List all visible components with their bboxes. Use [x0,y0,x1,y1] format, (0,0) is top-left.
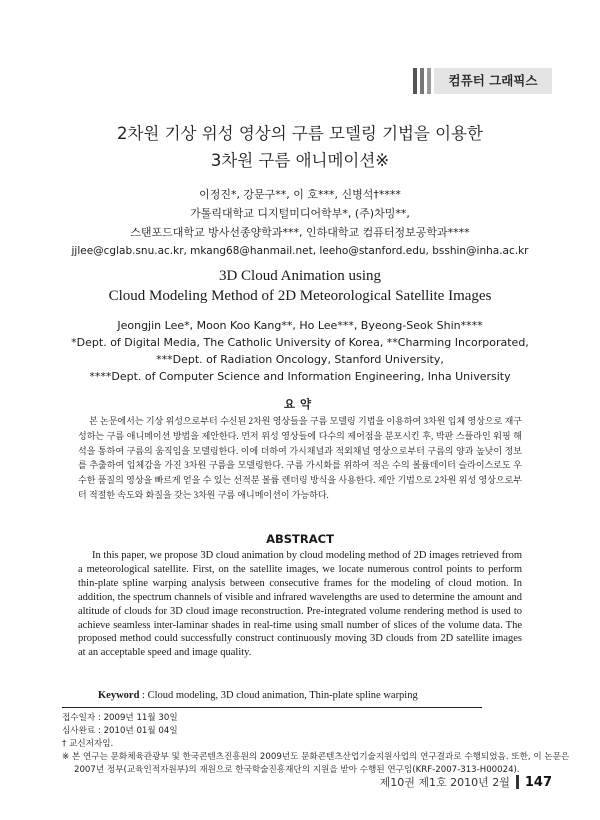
title-en-line2: Cloud Modeling Method of 2D Meteorological Satellite Images [108,288,492,304]
keywords [98,690,418,701]
author-names-ko: 이정진*, 강문구**, 이 호***, 신병석†**** [199,188,401,201]
corresponding-note: † 교신저자임. [62,739,114,749]
funding-note-line2: 2007년 정부(교육인적자원부)의 재원으로 한국학술진흥재단의 지원을 받아 수행된 연구임(KRF-2007-313-H00024). [74,765,520,775]
received-date: 접수일자 : 2009년 11월 30일 [62,713,178,723]
section-label: 컴퓨터 그래픽스 [434,68,552,94]
author-names-en: Jeongjin Lee*, Moon Koo Kang**, Ho Lee***, Byeong-Seok Shin**** [117,319,483,332]
funding-note-line1: ※ 본 연구는 문화체육관광부 및 한국콘텐츠진흥원의 2009년도 문화콘텐츠산업기술지원사업의 연구결과로 수행되었음. 또한, 이 논문은 [62,752,570,762]
authors-ko [0,185,600,261]
abstract-en-heading: ABSTRACT [266,532,334,546]
accepted-date: 심사완료 : 2010년 01월 04일 [62,726,178,736]
page-footer [380,774,552,790]
author-emails: jjlee@cglab.snu.ac.kr, mkang68@hanmail.net, leeho@stanford.edu, bsshin@inha.ac.kr [71,245,529,257]
section-tag [413,68,552,94]
affiliation-ko-2: 스탠포드대학교 방사선종양학과***, 인하대학교 컴퓨터정보공학과**** [130,226,470,239]
page-number: 147 [524,774,552,790]
footnote-divider [62,707,482,708]
title-en-line1: 3D Cloud Animation using [218,268,382,284]
authors-en [0,317,600,385]
affiliation-en-2: ***Dept. of Radiation Oncology, Stanford University, [156,353,444,366]
journal-issue: 제10권 제1호 2010년 2월 [379,776,510,789]
title-ko-line1: 2차원 기상 위성 영상의 구름 모델링 기법을 이용한 [117,124,483,143]
footer-bar [516,775,519,789]
paper-title-ko [0,120,600,174]
abstract-en-body: In this paper, we propose 3D cloud animation by cloud modeling method of 2D images retrieved from a meteorological satellite. First, on the satellite images, we locate numerous control points to perform thin-plate spline warping analysis between consecutive frames for the modeling of cloud motion. In addition, the spectrum channels of visible and infrared wavelengths are used to determine the amount and altitude of clouds for 3D cloud image reconstruction. Pre-integrated volume rendering method is used to achieve seamless inter-laminar shades in real-time using small number of slices of the volume data. The proposed method could successfully construct continuously moving 3D clouds from 2D satellite images at an acceptable speed and image quality. [78,550,522,659]
keyword-label: Keyword [98,690,140,701]
affiliation-en-3: ****Dept. of Computer Science and Information Engineering, Inha University [89,370,511,383]
affiliation-ko-1: 가톨릭대학교 디지털미디어학부*, (주)차밍**, [190,207,410,220]
title-ko-line2: 3차원 구름 애니메이션※ [210,151,390,170]
affiliation-en-1: *Dept. of Digital Media, The Catholic University of Korea, **Charming Incorporated, [71,336,529,349]
keyword-text: : Cloud modeling, 3D cloud animation, Thin-plate spline warping [142,690,418,701]
abstract-ko-heading: 요약 [283,397,317,411]
footnotes [62,712,570,777]
section-tag-bars [413,68,431,94]
abstract-ko-body: 본 논문에서는 기상 위성으로부터 수신된 2차원 영상들을 구름 모델링 기법을 이용하여 3차원 입체 영상으로 재구성하는 구름 애니메이션 방법을 제안한다. 먼저 위성 영상들에 다수의 제어점을 분포시킨 후, 박판 스플라인 워핑 해석을 통하여 구름의 움직임을 모델링한다. 이에 더하여 가시채널과 적외채널 영상으로부터 구름의 양과 높낮이 정보를 추출하여 입체감을 가진 3차원 구름을 모델링한다. 구름 가시화를 위하여 적은 수의 볼륨데이터 슬라이스로도 우수한 품질의 영상을 빠르게 얻을 수 있는 선적분 볼륨 렌더링 방식을 사용한다. 제안 기법으로 2차원 위성 영상으로부터 적절한 속도와 화질을 갖는 3차원 구름 애니메이션이 가능하다. [78,416,522,500]
paper-title-en [0,266,600,306]
